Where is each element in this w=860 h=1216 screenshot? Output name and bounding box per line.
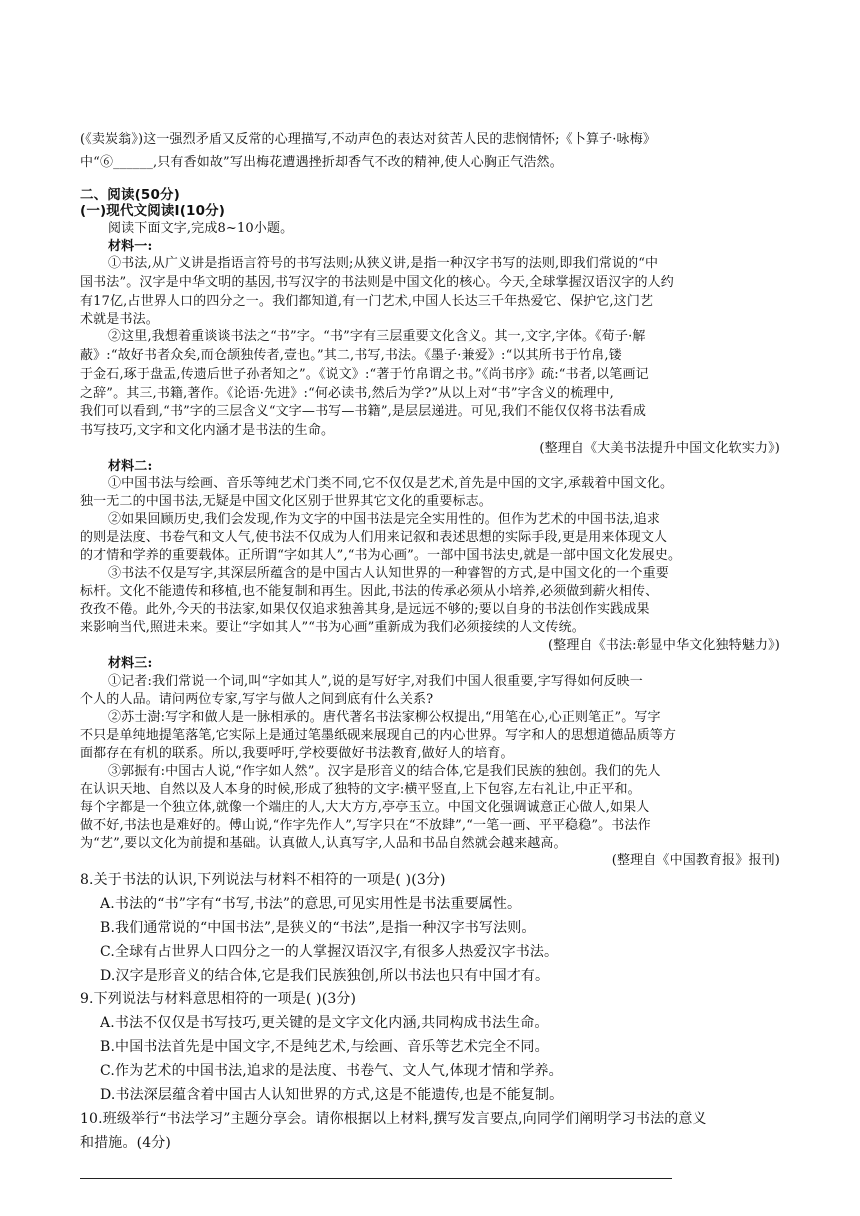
material2-line: ③书法不仅是写字,其深层所蕴含的是中国古人认知世界的一种睿智的方式,是中国文化的一个重要: [108, 566, 669, 581]
material2-label: 材料二:: [108, 459, 153, 474]
question-8-option: D.汉字是形音义的结合体,它是我们民族独创,所以书法也只有中国才有。: [100, 968, 550, 984]
material2-line: ①中国书法与绘画、音乐等纯艺术门类不同,它不仅仅是艺术,首先是中国的文字,承载着中国文化。: [108, 476, 674, 491]
material2-line: 来影响当代,照进未来。要让“字如其人”“书为心画”重新成为我们必须接续的人文传统。: [80, 620, 585, 635]
material3-line: 为“艺”,要以文化为前提和基础。认真做人,认真写字,人品和书品自然就会越来越高。: [80, 836, 567, 851]
material2-line: 孜孜不倦。此外,今天的书法家,如果仅仅追求独善其身,是远远不够的;要以自身的书法创作实践成果: [80, 602, 650, 617]
material1-line: 于金石,琢于盘盂,传遗后世子孙者知之”。《说文》:“著于竹帛谓之书。”《尚书序》疏:“书者,以笔画记: [80, 367, 649, 382]
material3-line: 做不好,书法也是难好的。傅山说,“作字先作人”,写字只在“不放肆”,“一笔一画、平平稳稳”。书法作: [80, 818, 651, 833]
material3-line: 个人的人品。请问两位专家,写字与做人之间到底有什么关系?: [80, 692, 434, 707]
section-subtitle: (一)现代文阅读Ⅰ(10分): [80, 203, 226, 219]
question-8-option: C.全球有占世界人口四分之一的人掌握汉语汉字,有很多人热爱汉字书法。: [100, 944, 559, 960]
material1-line: 我们可以看到,“书”字的三层含义“文字—书写—书籍”,是层层递进。可见,我们不能仅仅将书法看成: [80, 404, 647, 419]
material3-line: ①记者:我们常说一个词,叫“字如其人”,说的是写好字,对我们中国人很重要,字写得如何反映一: [108, 674, 643, 689]
section-title: 二、阅读(50分): [80, 187, 180, 203]
material3-line: 每个字都是一个独立体,就像一个端庄的人,大大方方,亭亭玉立。中国文化强调诚意正心做人,如果人: [80, 800, 650, 815]
question-9-stem: 9.下列说法与材料意思相符的一项是( )(3分): [80, 991, 357, 1007]
material1-line: 之辞”。其三,书籍,著作。《论语·先进》:“何必读书,然后为学?”从以上对“书”字含义的梳理中,: [80, 386, 614, 401]
material2-line: ②如果回顾历史,我们会发现,作为文字的中国书法是完全实用性的。但作为艺术的中国书法,追求: [108, 512, 660, 527]
question-8-stem: 8.关于书法的认识,下列说法与材料不相符的一项是( )(3分): [80, 872, 446, 888]
material3-label: 材料三:: [108, 656, 153, 671]
material2-source: (整理自《书法:彰显中华文化独特魅力》): [547, 638, 780, 653]
question-8-option: A.书法的“书”字有“书写,书法”的意思,可见实用性是书法重要属性。: [100, 896, 522, 912]
question-9-option: B.中国书法首先是中国文字,不是纯艺术,与绘画、音乐等艺术完全不同。: [100, 1039, 549, 1055]
material2-line: 独一无二的中国书法,无疑是中国文化区别于世界其它文化的重要标志。: [80, 494, 492, 509]
question-9-option: C.作为艺术的中国书法,追求的是法度、书卷气、文人气,体现才情和学养。: [100, 1063, 563, 1079]
top-line-1: (《卖炭翁》)这一强烈矛盾又反常的心理描写,不动声色的表达对贫苦人民的悲悯情怀;《卜算子·咏梅》: [80, 132, 656, 147]
material3-line: 面都存在有机的联系。所以,我要呼吁,学校要做好书法教育,做好人的培育。: [80, 746, 514, 761]
material1-line: 术就是书法。: [80, 312, 159, 327]
answer-line[interactable]: [80, 1178, 672, 1179]
material1-label: 材料一:: [108, 239, 153, 254]
material2-line: 的才情和学养的重要载体。正所谓“字如其人”,“书为心画”。一部中国书法史,就是一部中国文化发展史。: [80, 548, 682, 563]
material1-line: 国书法”。汉字是中华文明的基因,书写汉字的书法则是中国文化的核心。今天,全球掌握汉语汉字的人约: [80, 275, 674, 290]
material1-line: 书写技巧,文字和文化内涵才是书法的生命。: [80, 423, 335, 438]
material3-line: ③郭振有:中国古人说,“作字如人然”。汉字是形音义的结合体,它是我们民族的独创。我们的先人: [108, 764, 661, 779]
question-8-option: B.我们通常说的“中国书法”,是狭义的“书法”,是指一种汉字书写法则。: [100, 920, 536, 936]
question-9-option: A.书法不仅仅是书写技巧,更关键的是文字文化内涵,共同构成书法生命。: [100, 1015, 549, 1031]
material1-line: ①书法,从广义讲是指语言符号的书写法则;从狭义讲,是指一种汉字书写的法则,即我们常说的“中: [108, 256, 659, 271]
material1-line: 有17亿,占世界人口的四分之一。我们都知道,有一门艺术,中国人长达三千年热爱它、保护它,这门艺: [80, 294, 654, 309]
material3-line: 在认识天地、自然以及人本身的时候,形成了独特的文字:横平竖直,上下包容,左右礼让,中正平和。: [80, 782, 641, 797]
question-9-option: D.书法深层蕴含着中国古人认知世界的方式,这是不能遗传,也是不能复制。: [100, 1087, 564, 1103]
material1-line: 蔽》:“故好书者众矣,而仓颉独传者,壹也。”其二,书写,书法。《墨子·兼爱》:“以其所书于竹帛,镂: [80, 348, 622, 363]
material1-line: ②这里,我想着重谈谈书法之“书”字。“书”字有三层重要文化含义。其一,文字,字体。《荀子·解: [108, 329, 646, 344]
question-10-stem-cont: 和措施。(4分): [80, 1135, 172, 1151]
question-10-stem: 10.班级举行“书法学习”主题分享会。请你根据以上材料,撰写发言要点,向同学们阐明学习书法的意义: [80, 1111, 707, 1127]
material1-source: (整理自《大美书法提升中国文化软实力》): [539, 441, 780, 456]
top-line-2: 中“⑥______,只有香如故”写出梅花遭遇挫折却香气不改的精神,使人心胸正气浩然。: [80, 155, 563, 170]
instruction: 阅读下面文字,完成8~10小题。: [108, 221, 294, 236]
material2-line: 的则是法度、书卷气和文人气,使书法不仅成为人们用来记叙和表述思想的实际手段,更是用来体现文人: [80, 530, 668, 545]
material3-source: (整理自《中国教育报》报刊): [611, 853, 780, 868]
material3-line: 不只是单纯地提笔落笔,它实际上是通过笔墨纸砚来展现自己的内心世界。写字和人的思想道德品质等方: [80, 728, 677, 743]
material2-line: 标杆。文化不能遗传和移植,也不能复制和再生。因此,书法的传承必须从小培养,必须做到薪火相传、: [80, 584, 659, 599]
material3-line: ②苏士澍:写字和做人是一脉相承的。唐代著名书法家柳公权提出,“用笔在心,心正则笔正”。写字: [108, 710, 661, 725]
